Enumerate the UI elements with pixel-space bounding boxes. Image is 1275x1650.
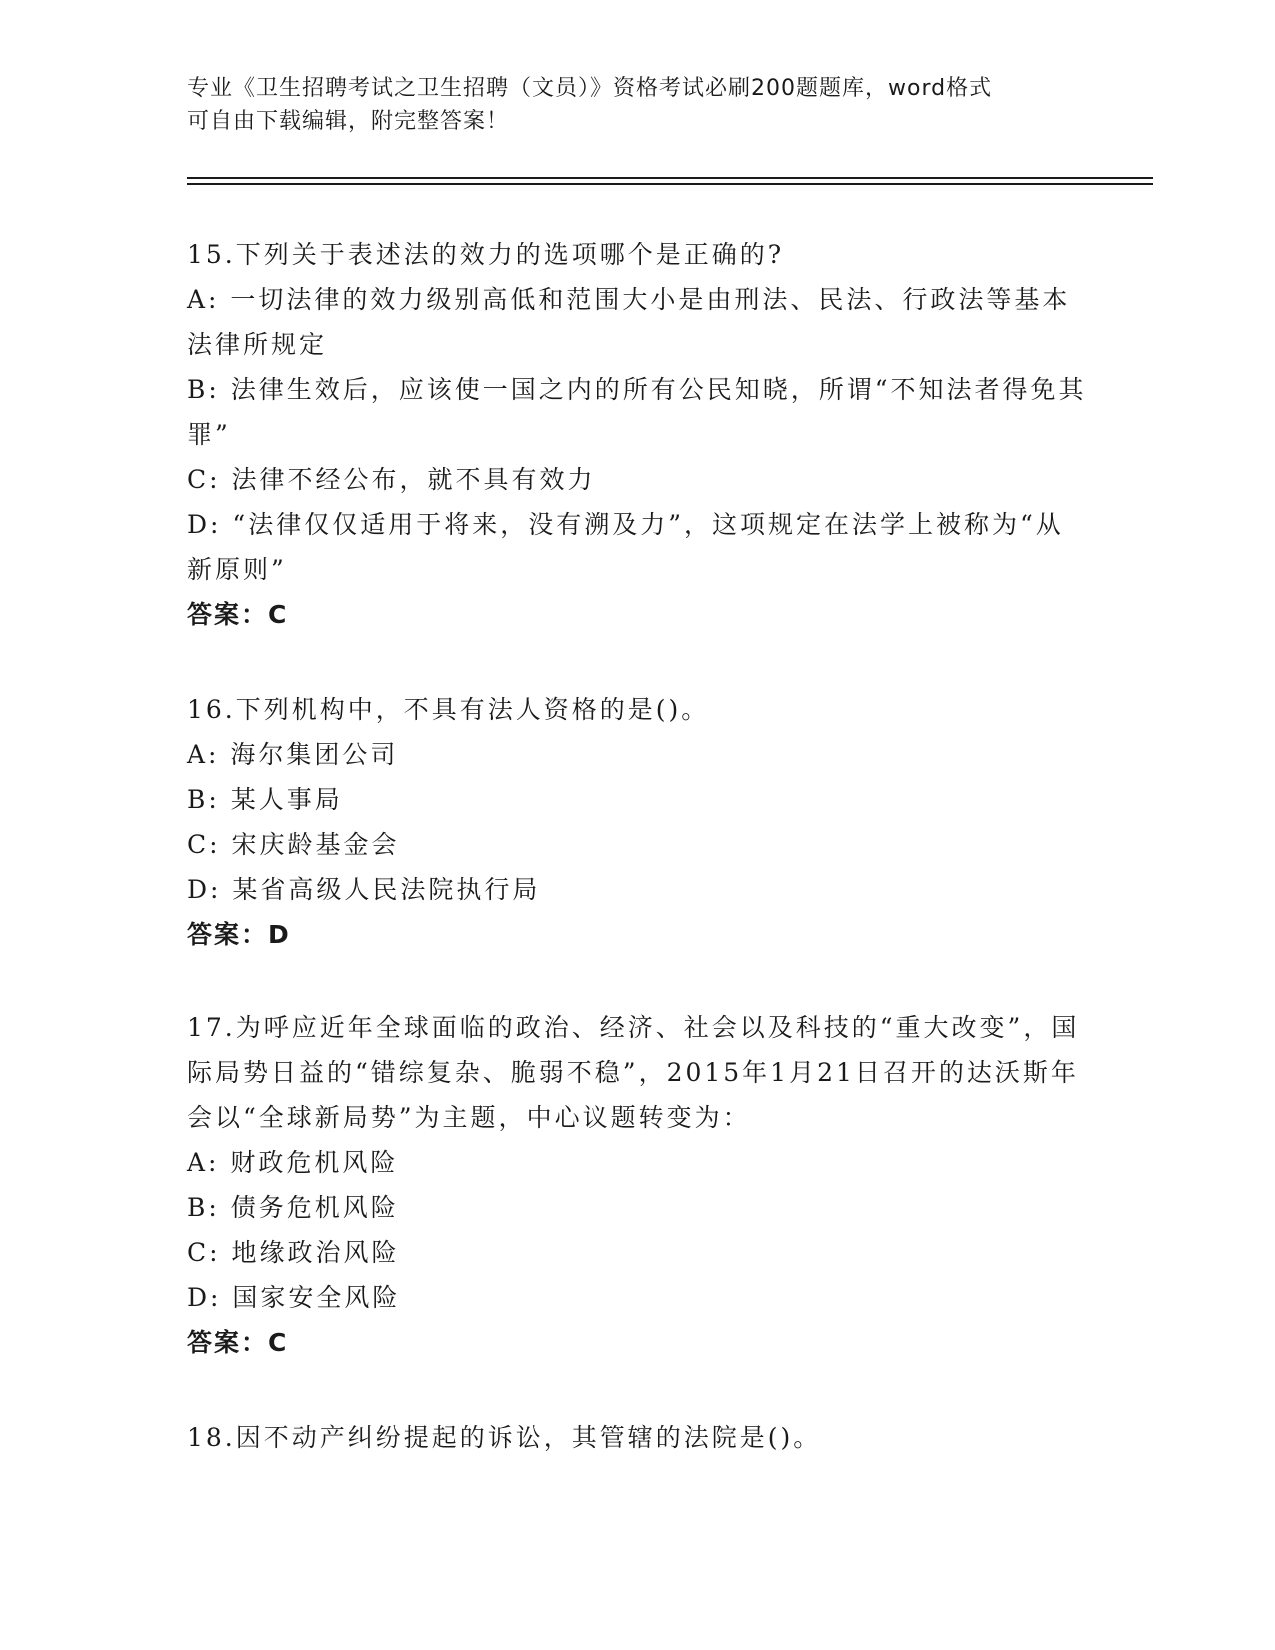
question-stem: 17.为呼应近年全球面临的政治、经济、社会以及科技的“重大改变”，国际局势日益的“错综复杂、脆弱不稳”，2015年1月21日召开的达沃斯年会以“全球新局势”为主题，中心议题转变为： bbox=[187, 1013, 1080, 1132]
option-a: A: 一切法律的效力级别高低和范围大小是由刑法、民法、行政法等基本法律所规定 bbox=[187, 285, 1071, 359]
header-line-1: 专业《卫生招聘考试之卫生招聘（文员）》资格考试必刷200题题库，word格式 bbox=[187, 76, 993, 101]
option-d: D: 国家安全风险 bbox=[187, 1283, 401, 1312]
question-stem: 16.下列机构中，不具有法人资格的是()。 bbox=[187, 695, 710, 724]
question-17 bbox=[187, 1005, 1087, 1365]
option-d: D: 某省高级人民法院执行局 bbox=[187, 875, 541, 904]
header-rule-bottom bbox=[187, 183, 1153, 185]
document-header bbox=[187, 72, 1067, 138]
option-c: C: 法律不经公布，就不具有效力 bbox=[187, 465, 596, 494]
option-b: B: 法律生效后，应该使一国之内的所有公民知晓，所谓“不知法者得免其罪” bbox=[187, 375, 1087, 449]
header-line-2: 可自由下载编辑，附完整答案！ bbox=[187, 109, 510, 134]
option-a: A: 海尔集团公司 bbox=[187, 740, 399, 769]
header-rule-top bbox=[187, 177, 1153, 179]
question-stem: 18.因不动产纠纷提起的诉讼，其管辖的法院是()。 bbox=[187, 1423, 822, 1452]
option-b: B: 某人事局 bbox=[187, 785, 343, 814]
question-15 bbox=[187, 232, 1087, 637]
answer: 答案：C bbox=[187, 600, 289, 629]
option-c: C: 宋庆龄基金会 bbox=[187, 830, 400, 859]
option-b: B: 债务危机风险 bbox=[187, 1193, 399, 1222]
option-c: C: 地缘政治风险 bbox=[187, 1238, 400, 1267]
question-stem: 15.下列关于表述法的效力的选项哪个是正确的? bbox=[187, 240, 785, 269]
answer: 答案：D bbox=[187, 920, 291, 949]
question-16 bbox=[187, 687, 1087, 957]
question-18 bbox=[187, 1415, 1087, 1460]
option-d: D: “法律仅仅适用于将来，没有溯及力”，这项规定在法学上被称为“从新原则” bbox=[187, 510, 1064, 584]
answer: 答案：C bbox=[187, 1328, 289, 1357]
option-a: A: 财政危机风险 bbox=[187, 1148, 399, 1177]
